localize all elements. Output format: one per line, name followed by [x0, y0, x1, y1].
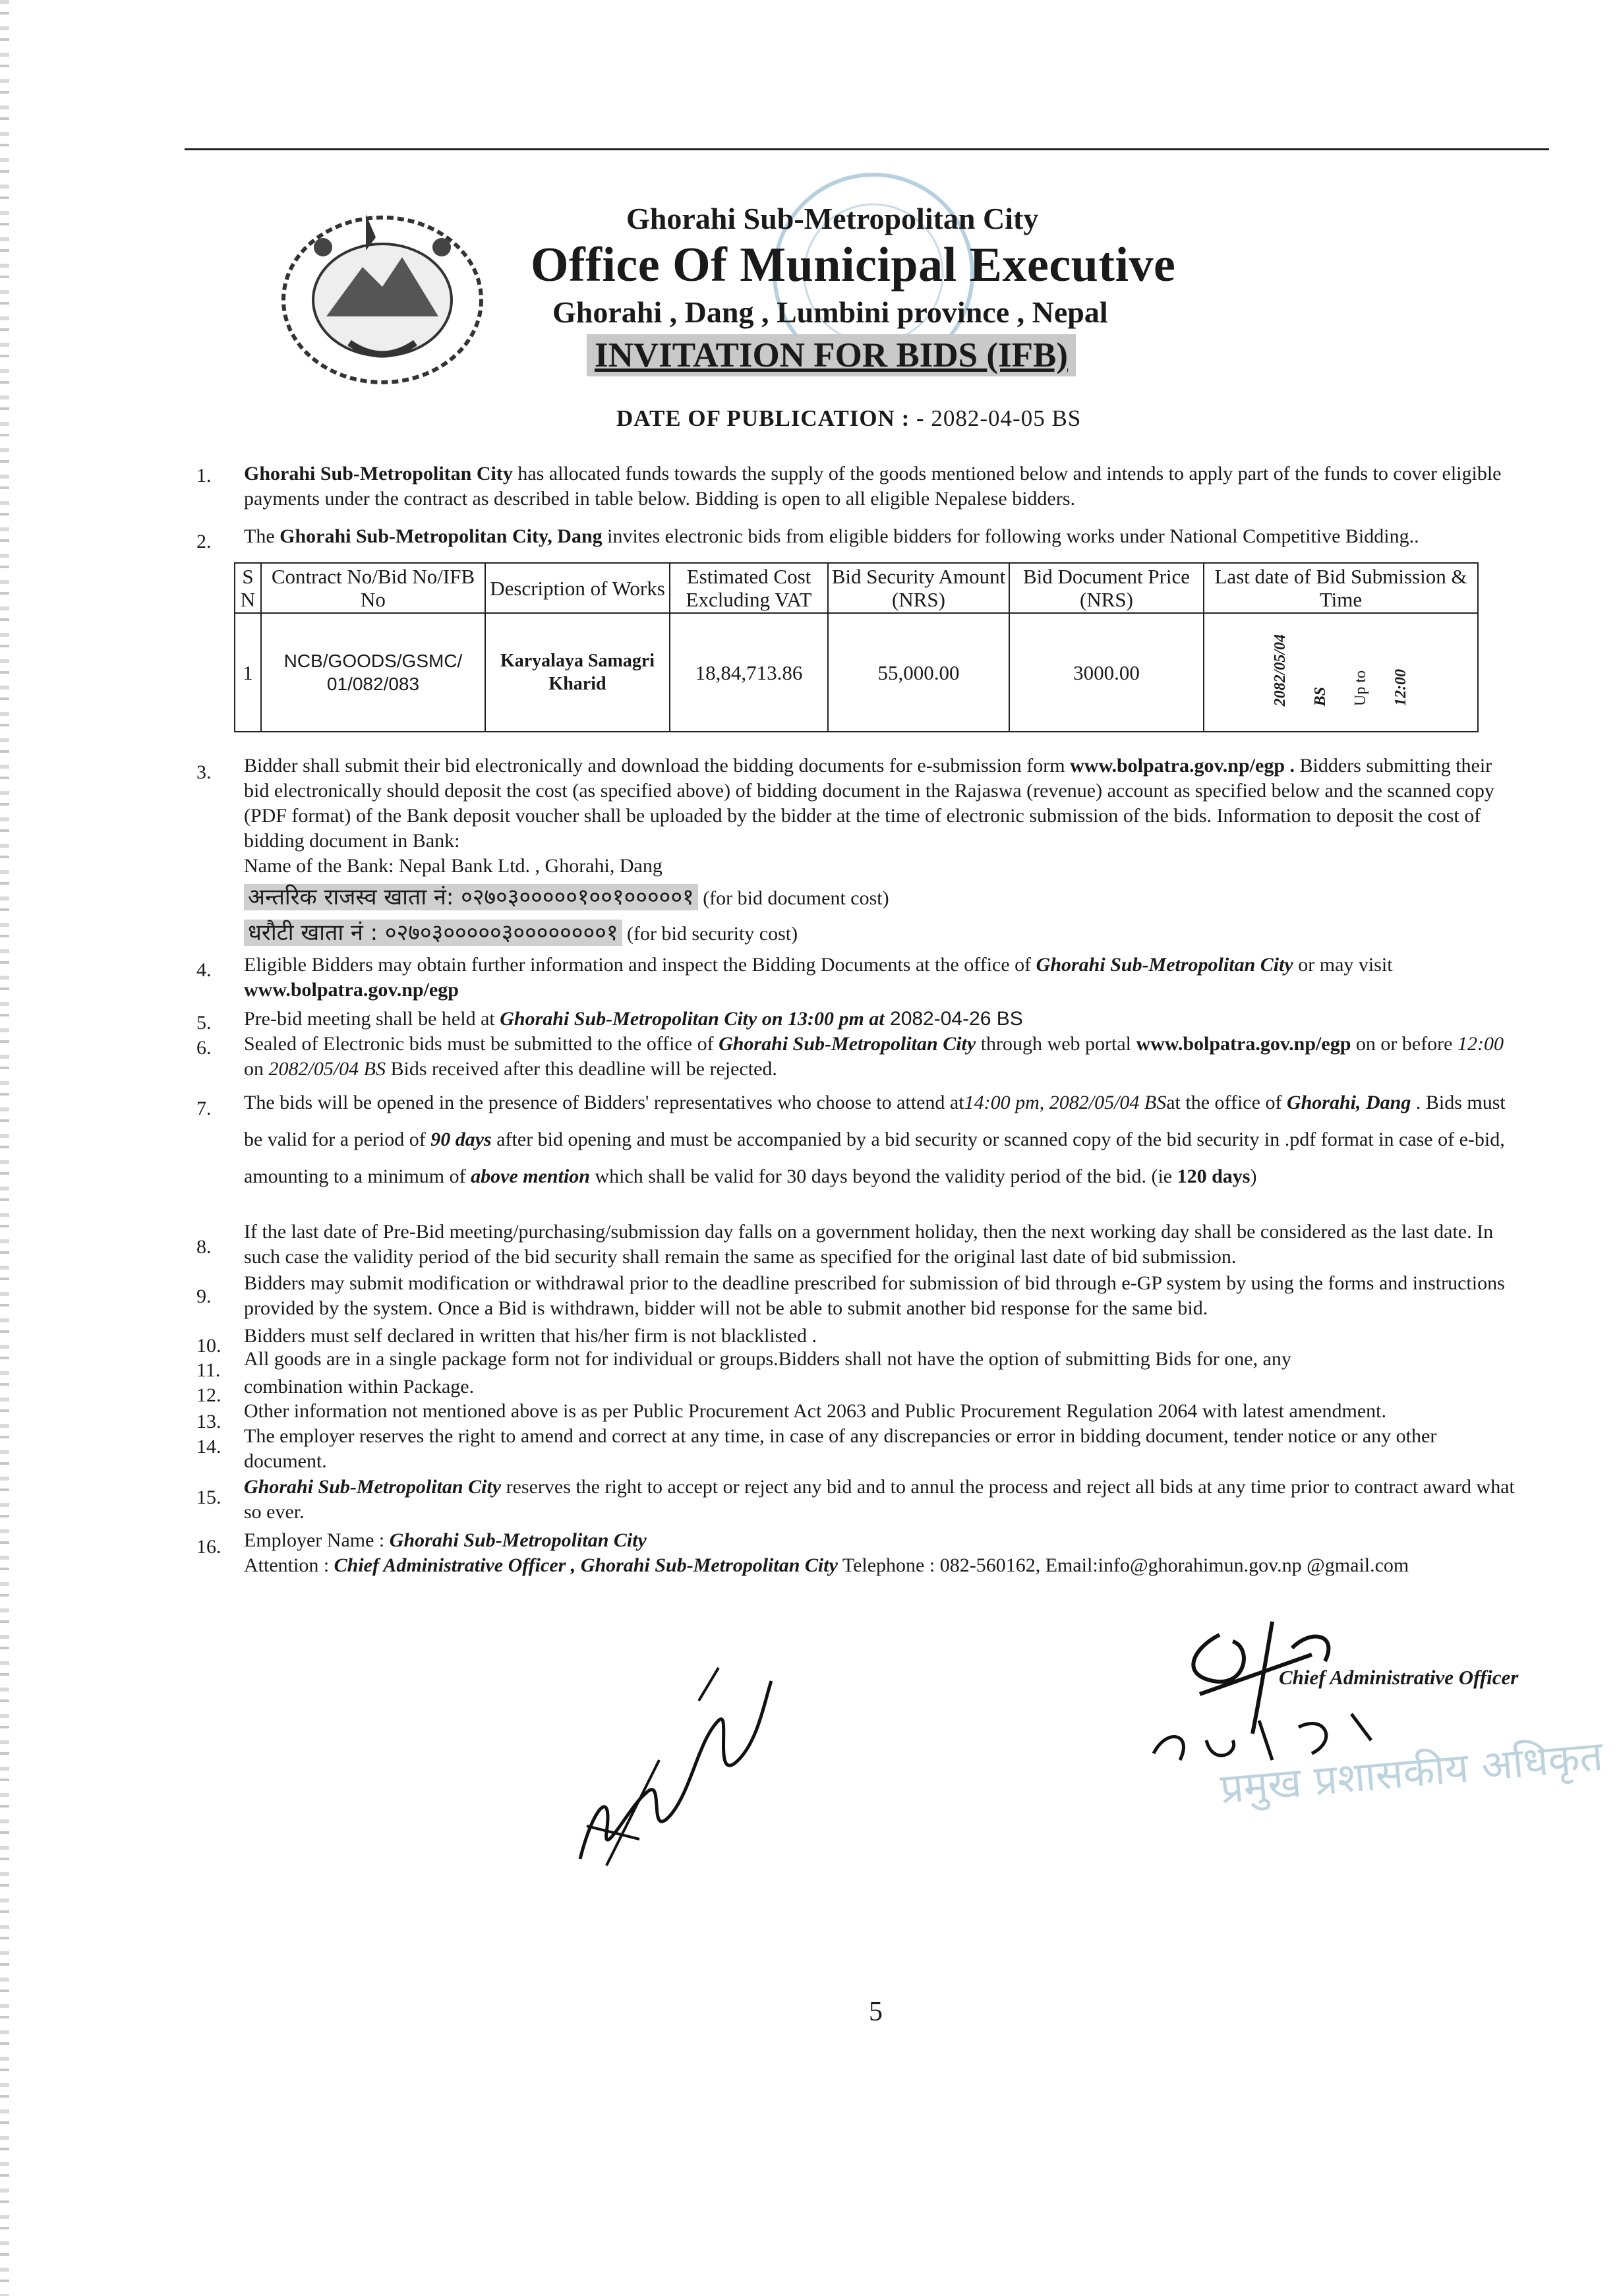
- col-cost: Estimated Cost Excluding VAT: [670, 563, 828, 613]
- item-number: 11.: [196, 1359, 221, 1381]
- office-address: Ghorahi , Dang , Lumbini province , Nepal: [552, 295, 1108, 329]
- item-11: All goods are in a single package form not for individual or groups.Bidders shall not have the option of submitting Bids for one, any: [244, 1348, 1291, 1370]
- item-4: Eligible Bidders may obtain further information and inspect the Bidding Documents at the office of Ghorahi Sub-Metropolitan City or may visit www.bolpatra.gov.np/egp: [244, 954, 1393, 1001]
- item-number: 8.: [196, 1236, 212, 1258]
- item-number: 7.: [196, 1098, 212, 1119]
- last-date-upto: Up to: [1351, 670, 1369, 707]
- col-description: Description of Works: [485, 563, 670, 613]
- item-number: 9.: [196, 1285, 212, 1307]
- top-rule: [185, 148, 1549, 150]
- col-sn: S N: [235, 563, 261, 613]
- cell-price: 3000.00: [1009, 613, 1204, 732]
- last-date-era: BS: [1312, 686, 1330, 707]
- bank-accounts: अन्तरिक राजस्व खाता नं: ०२७०३०००००१००१०००००१ (for bid document cost) धरौटी खाता नं : ०२७०३०००००३००००००००१ (for bid security cost): [244, 880, 1519, 951]
- publication-date: DATE OF PUBLICATION : - 2082-04-05 BS: [616, 405, 1082, 431]
- item-number: 15.: [196, 1487, 221, 1508]
- item-1: Ghorahi Sub-Metropolitan City has allocated funds towards the supply of the goods mentioned below and intends to apply part of the funds to cover eligible payments under the contract as described in table below. Bidding is open to all eligible Nepalese bidders.: [244, 463, 1502, 510]
- item-number: 14.: [196, 1436, 221, 1457]
- item-number: 16.: [196, 1536, 221, 1558]
- handwritten-signature-left: [567, 1641, 784, 1892]
- security-account: धरौटी खाता नं : ०२७०३०००००३००००००००१: [244, 920, 622, 946]
- item-8: If the last date of Pre-Bid meeting/purchasing/submission day falls on a government holiday, then the next working day shall be considered as the last date. In such case the validity period of the bid security shall remain the same as specified for the original last date of bid submission.: [244, 1221, 1494, 1268]
- city-name: Ghorahi Sub-Metropolitan City: [626, 202, 1039, 235]
- cell-security: 55,000.00: [828, 613, 1009, 732]
- item-number: 2.: [196, 531, 212, 552]
- item-9: Bidders may submit modification or withdrawal prior to the deadline prescribed for submission of bid through e-GP system by using the forms and instructions provided by the system. Once a Bid is withdrawn, bidder will not be able to submit another bid response for the same bid.: [244, 1272, 1505, 1319]
- col-security: Bid Security Amount (NRS): [828, 563, 1009, 613]
- item-5: Pre-bid meeting shall be held at Ghorahi Sub-Metropolitan City on 13:00 pm at 2082-04-26 BS: [244, 1008, 1023, 1030]
- bid-table: [234, 562, 1479, 732]
- item-3: Bidder shall submit their bid electronically and download the bidding documents for e-submission form www.bolpatra.gov.np/egp . Bidders submitting their bid electronically should deposit the cost (as specified above) of bidding document in the Rajaswa (revenue) account as specified below and the scanned copy (PDF format) of the Bank deposit voucher shall be uploaded by the bidder at the time of electronic submission of the bids. Information to deposit the cost of bidding document in Bank: Name of the Bank: Nepal Bank Ltd. , Ghorahi, Dang: [244, 755, 1494, 877]
- col-price: Bid Document Price (NRS): [1009, 563, 1204, 613]
- last-date-value: 2082/05/04: [1272, 633, 1289, 707]
- cell-description: Karyalaya Samagri Kharid: [485, 613, 670, 732]
- item-number: 13.: [196, 1411, 221, 1432]
- notice-title: INVITATION FOR BIDS (IFB): [587, 334, 1076, 376]
- page-number: 5: [869, 1997, 883, 2027]
- item-number: 3.: [196, 761, 212, 783]
- cell-contract: NCB/GOODS/GSMC/ 01/082/083: [261, 613, 485, 732]
- scan-edge: [0, 0, 9, 2296]
- signatory-title: Chief Administrative Officer: [1279, 1666, 1519, 1689]
- item-15: Ghorahi Sub-Metropolitan City reserves the right to accept or reject any bid and to annul the process and reject all bids at any time prior to contract award what so ever.: [244, 1476, 1515, 1523]
- item-12: combination within Package.: [244, 1376, 475, 1398]
- cell-sn: 1: [235, 613, 261, 732]
- table-row: [235, 613, 1478, 732]
- item-7: The bids will be opened in the presence of Bidders' representatives who choose to attend at14:00 pm, 2082/05/04 BSat the office of Ghorahi, Dang . Bids must be valid for a period of 90 days after bid opening and must be accompanied by a bid security or scanned copy of the bid security in .pdf format in case of e-bid, amounting to a minimum of above mention which shall be valid for 30 days beyond the validity period of the bid. (ie 120 days): [244, 1092, 1506, 1187]
- officer-stamp: प्रमुख प्रशासकीय अधिकृत: [1218, 1731, 1605, 1813]
- item-10: Bidders must self declared in written that his/her firm is not blacklisted .: [244, 1325, 817, 1347]
- office-name: Office Of Municipal Executive: [531, 238, 1176, 292]
- item-number: 5.: [196, 1012, 212, 1034]
- item-number: 4.: [196, 959, 212, 981]
- item-13: Other information not mentioned above is as per Public Procurement Act 2063 and Public Procurement Regulation 2064 with latest amendment.: [244, 1400, 1386, 1422]
- nepal-emblem-icon: [270, 201, 494, 392]
- item-number: 1.: [196, 465, 212, 486]
- last-date-time: 12:00: [1392, 669, 1409, 707]
- table-header-row: [235, 563, 1478, 613]
- item-number: 12.: [196, 1384, 221, 1406]
- item-16: Employer Name : Ghorahi Sub-Metropolitan City Attention : Chief Administrative Officer , Ghorahi Sub-Metropolitan City Telephone : 082-560162, Email:info@ghorahimun.gov.np @gmail.com: [244, 1529, 1409, 1576]
- cell-cost: 18,84,713.86: [670, 613, 828, 732]
- item-number: 10.: [196, 1335, 221, 1357]
- item-2: The Ghorahi Sub-Metropolitan City, Dang invites electronic bids from eligible bidders for following works under National Competitive Bidding..: [244, 525, 1419, 547]
- item-6: Sealed of Electronic bids must be submitted to the office of Ghorahi Sub-Metropolitan City through web portal www.bolpatra.gov.np/egp on or before 12:00 on 2082/05/04 BS Bids received after this deadline will be rejected.: [244, 1033, 1504, 1080]
- col-last-date: Last date of Bid Submission & Time: [1204, 563, 1478, 613]
- item-number: 6.: [196, 1037, 212, 1059]
- cell-last-date: [1204, 613, 1478, 732]
- item-14: The employer reserves the right to amend and correct at any time, in case of any discrepancies or error in bidding document, tender notice or any other document.: [244, 1425, 1437, 1472]
- col-contract: Contract No/Bid No/IFB No: [261, 563, 485, 613]
- revenue-account: अन्तरिक राजस्व खाता नं: ०२७०३०००००१००१०००००१: [244, 884, 698, 910]
